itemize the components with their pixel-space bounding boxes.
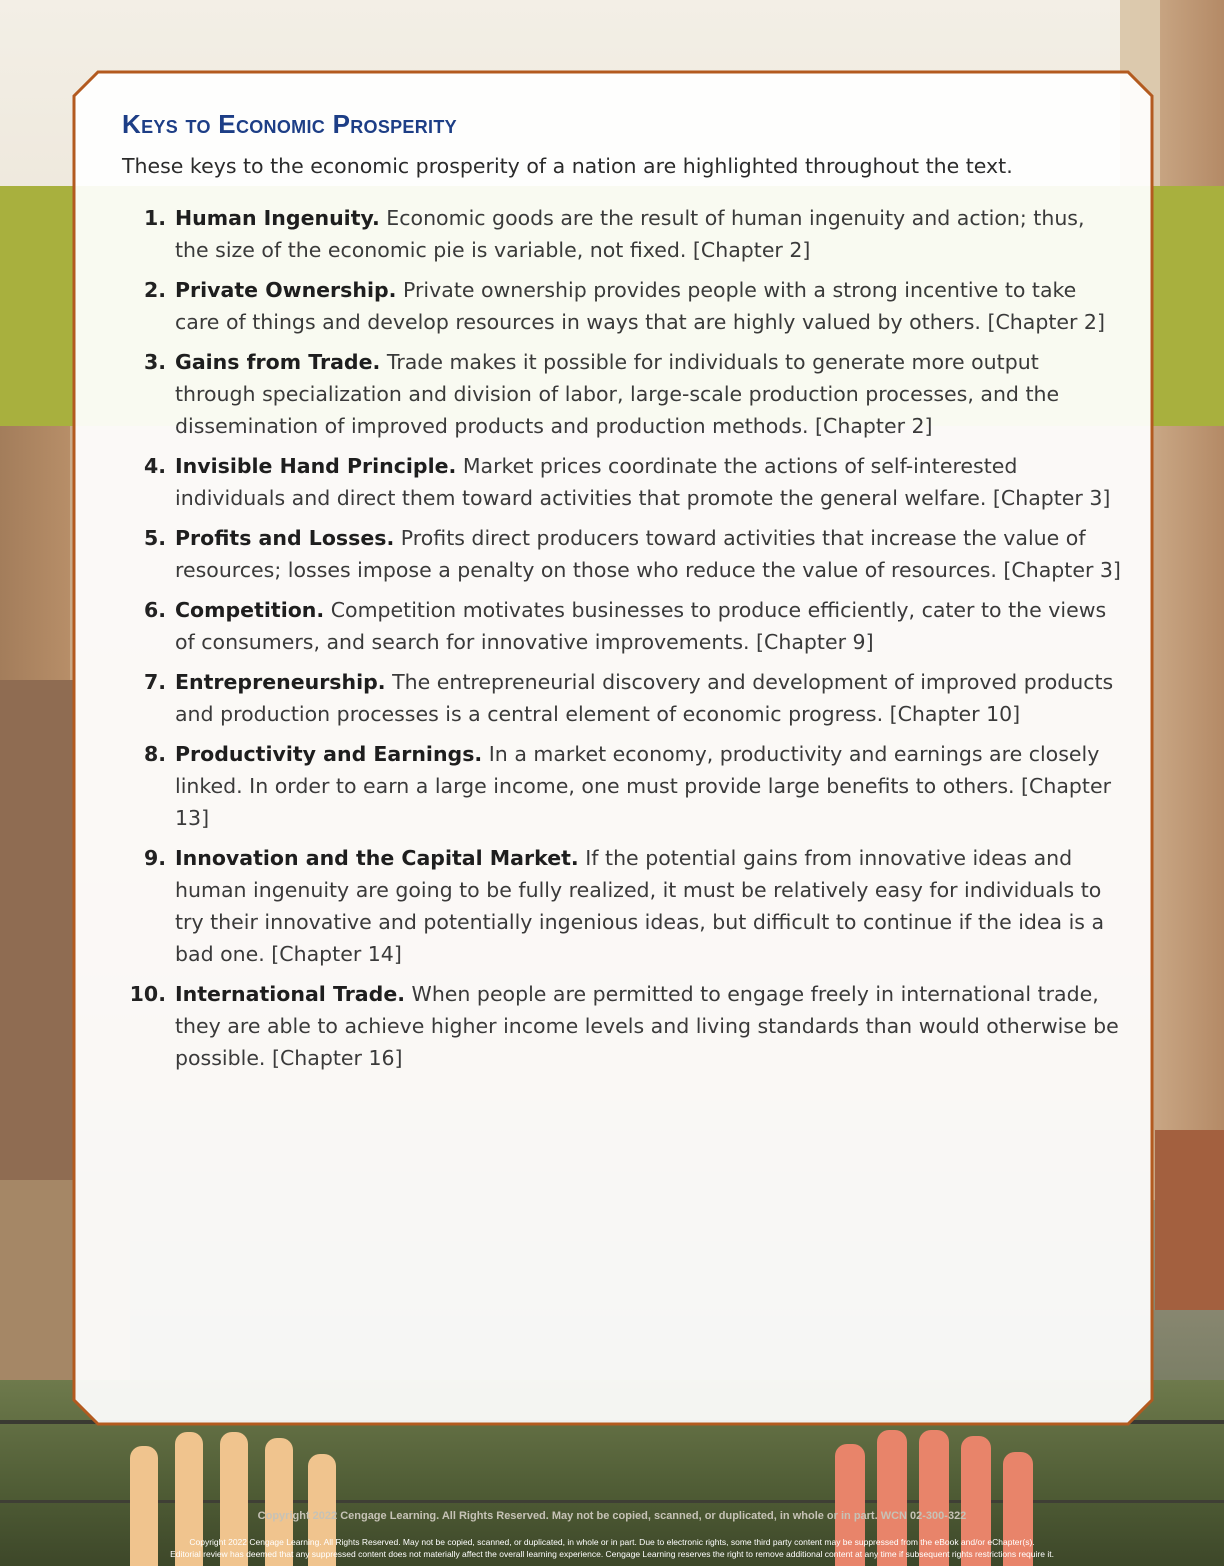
item-number: 8. [143,742,166,766]
item-text: When people are permitted to engage freely in international trade, they are able to achieve higher income levels and living standards than would otherwise be possible. [Chapter 16] [175,982,1119,1070]
item-number: 3. [143,350,166,374]
item-text: Private ownership provides people with a strong incentive to take care of things and develop resources in ways that are highly valued by others. [Chapter 2] [175,278,1105,334]
item-text: Competition motivates businesses to produce efficiently, cater to the views of consumers, and search for innovative improvements. [Chapter 9] [175,598,1107,654]
item-text: Profits direct producers toward activities that increase the value of resources; losses impose a penalty on those who reduce the value of resources. [Chapter 3] [175,526,1121,582]
item-heading: Human Ingenuity. [175,206,380,230]
list-item [122,594,1122,658]
editorial-line: Editorial review has deemed that any suppressed content does not materially affect the overall learning experience. Cengage Learning reserves the right to remove additional content at any time if subsequent rights restrictions require it. [170,1549,1054,1559]
copyright-notice [0,1536,1224,1560]
list-item [122,978,1122,1074]
item-heading: Productivity and Earnings. [175,742,483,766]
list-item [122,202,1122,266]
list-item [122,274,1122,338]
list-item [122,738,1122,834]
item-heading: Entrepreneurship. [175,670,386,694]
list-item [122,522,1122,586]
item-text: Economic goods are the result of human ingenuity and action; thus, the size of the economic pie is variable, not fixed. [Chapter 2] [175,206,1085,262]
item-number: 2. [143,278,166,302]
item-heading: Gains from Trade. [175,350,381,374]
item-number: 9. [143,846,166,870]
item-heading: Profits and Losses. [175,526,395,550]
page-title: Keys to Economic Prosperity [122,109,457,139]
item-heading: Invisible Hand Principle. [175,454,457,478]
copyright-line: Copyright 2022 Cengage Learning. All Rights Reserved. May not be copied, scanned, or duplicated, in whole or in part. Due to electronic rights, some third party content may be suppressed from the eBook and/or eChapter(s). [189,1537,1035,1547]
item-text: Market prices coordinate the actions of self-interested individuals and direct them toward activities that promote the general welfare. [Chapter 3] [175,454,1111,510]
list-item [122,666,1122,730]
item-text: Trade makes it possible for individuals to generate more output through specialization and division of labor, large-scale production processes, and the dissemination of improved products and production methods. [Chapter 2] [175,350,1060,438]
item-text: In a market economy, productivity and earnings are closely linked. In order to earn a large income, one must provide large benefits to others. [Chapter 13] [175,742,1112,830]
intro-text: These keys to the economic prosperity of a nation are highlighted throughout the text. [122,154,1013,178]
item-number: 5. [143,526,166,550]
list-item [122,450,1122,514]
item-number: 6. [143,598,166,622]
keys-list [122,202,1122,1074]
keys-card [72,70,1154,1426]
item-heading: Private Ownership. [175,278,397,302]
list-item [122,346,1122,442]
item-number: 7. [143,670,166,694]
list-item [122,842,1122,970]
item-text: If the potential gains from innovative ideas and human ingenuity are going to be fully realized, it must be relatively easy for individuals to try their innovative and potentially ingenious ideas, but difficult to continue if the idea is a bad one. [Chapter 14] [175,846,1105,966]
item-number: 4. [143,454,166,478]
item-number: 1. [143,206,166,230]
item-heading: Innovation and the Capital Market. [175,846,579,870]
item-number: 10. [129,982,166,1006]
item-text: The entrepreneurial discovery and development of improved products and production processes is a central element of economic progress. [Chapter 10] [175,670,1114,726]
copyright-watermark: Copyright 2022 Cengage Learning. All Rights Reserved. May not be copied, scanned, or duplicated, in whole or in part. WCN 02-300-322 [257,1510,967,1522]
item-heading: International Trade. [175,982,406,1006]
item-heading: Competition. [175,598,325,622]
